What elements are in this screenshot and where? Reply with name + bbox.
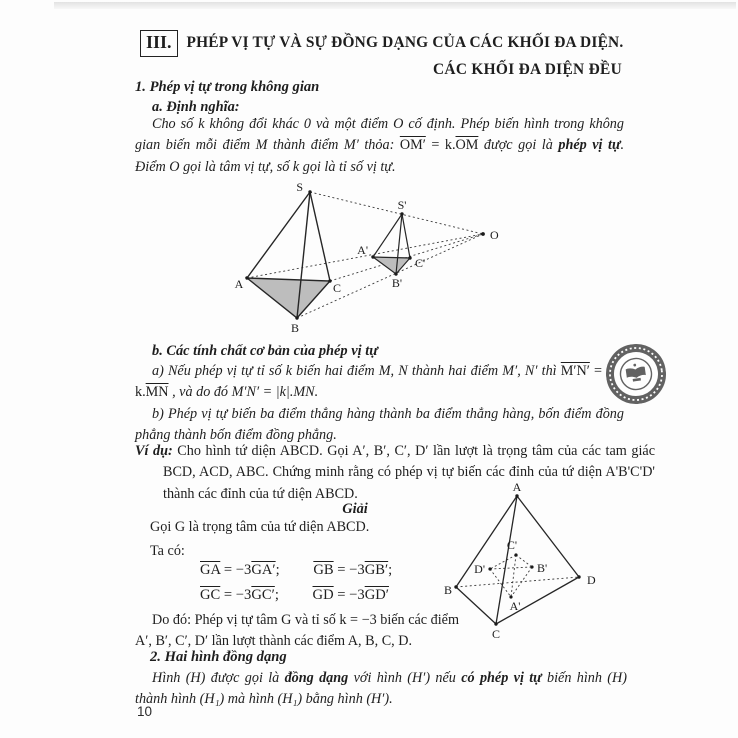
heading-1a: a. Định nghĩa: bbox=[152, 99, 240, 115]
conclusion-paragraph: Do đó: Phép vị tự tâm G và tỉ số k = −3 biến các điểm A′, B′, C′, D′ lần lượt thành các điểm A, B, C, D. bbox=[135, 612, 459, 650]
equation-gc-tail: ; bbox=[274, 587, 279, 603]
figure-tetrahedron-centroids bbox=[438, 482, 608, 647]
solution-line-1: Gọi G là trọng tâm của tứ diện ABCD. bbox=[150, 519, 370, 535]
similar-condition-bold: có phép vị tự bbox=[461, 670, 542, 686]
vector-ga: $\overline{GA}$ bbox=[200, 562, 221, 578]
similar-text-1: Hình (H) được gọi là bbox=[152, 670, 285, 686]
fig2-label-b-prime: B' bbox=[537, 561, 548, 575]
vector-gd-prime: GD′ bbox=[364, 587, 389, 603]
equation-gc-mid: = −3 bbox=[220, 587, 252, 603]
heading-2: 2. Hai hình đồng dạng bbox=[150, 649, 287, 665]
definition-text-1: Cho số k không đổi khác 0 và một điểm O cố định. Phép biến hình trong không gian biến mỗi điểm M thành điểm M′ thỏa: bbox=[135, 116, 624, 154]
definition-equals: = k. bbox=[425, 137, 456, 154]
fig2-label-a: A bbox=[512, 482, 522, 494]
similar-text-3: biến hình (H) thành hình (H₁) mà hình (H₁) bằng hình (H′). bbox=[135, 670, 627, 708]
equation-ga-tail: ; bbox=[275, 562, 280, 578]
equation-ga bbox=[200, 562, 280, 579]
vector-mn: $\overline{MN}$ bbox=[145, 384, 169, 401]
vector-om-prime: OM′ bbox=[399, 137, 426, 154]
vector-gc-prime: GC′ bbox=[251, 587, 275, 603]
property-a-text-2: , và do đó M′N′ = |k|.MN. bbox=[168, 384, 319, 401]
fig1-label-s-prime: S' bbox=[397, 198, 407, 212]
fig1-label-s: S bbox=[296, 182, 303, 194]
fig1-label-b-prime: B' bbox=[391, 276, 403, 290]
vector-mn-prime: M′N′ bbox=[560, 363, 590, 379]
heading-1: 1. Phép vị tự trong không gian bbox=[135, 79, 320, 95]
page-top-edge bbox=[54, 2, 736, 9]
similar-shapes-paragraph bbox=[135, 668, 627, 711]
fig1-label-c: C bbox=[332, 281, 342, 295]
heading-1b: b. Các tính chất cơ bản của phép vị tự bbox=[152, 343, 378, 359]
fig2-label-c: C bbox=[491, 627, 501, 641]
property-b-paragraph: b) Phép vị tự biến ba điểm thẳng hàng thành ba điểm thẳng hàng, bốn điểm đồng phẳng thành bốn điểm đồng phẳng. bbox=[135, 406, 624, 444]
fig1-label-a-prime: A' bbox=[357, 243, 368, 257]
library-stamp-icon bbox=[602, 340, 670, 408]
equation-gb bbox=[313, 562, 392, 579]
equation-gb-tail: ; bbox=[388, 562, 393, 578]
fig2-label-d: D bbox=[587, 573, 596, 587]
fig1-label-c-prime: C' bbox=[415, 256, 426, 270]
definition-paragraph bbox=[135, 114, 624, 178]
fig1-label-b: B bbox=[290, 321, 300, 335]
fig2-label-b: B bbox=[443, 583, 453, 597]
solution-heading: Giải bbox=[342, 501, 368, 517]
similar-text-2: với hình (H′) nếu bbox=[348, 670, 462, 686]
solution-line-2: Ta có: bbox=[150, 543, 185, 559]
vector-equation-row-1 bbox=[200, 562, 392, 579]
vector-gd: $\overline{GD}$ bbox=[312, 587, 334, 603]
example-text: Cho hình tứ diện ABCD. Gọi A′, B′, C′, D′ lần lượt là trọng tâm của các tam giác BCD, ACD, ABC. Chứng minh rằng có phép vị tự biến các đỉnh của tứ diện A'B'C'D' thành các đỉnh của tứ diện ABCD. bbox=[163, 443, 655, 502]
vector-om: $\overline{OM}$ bbox=[455, 137, 479, 154]
vector-gc: $\overline{GC}$ bbox=[200, 587, 221, 603]
property-a-text-1: a) Nếu phép vị tự tỉ số k biến hai điểm M, N thành hai điểm M′, N′ thì bbox=[152, 363, 561, 379]
large-tetrahedron bbox=[247, 192, 330, 318]
section-subtitle: CÁC KHỐI ĐA DIỆN ĐỀU bbox=[433, 61, 622, 78]
fig1-label-o: O bbox=[490, 228, 499, 242]
equation-ga-mid: = −3 bbox=[220, 562, 252, 578]
page-number: 10 bbox=[137, 704, 153, 719]
section-number-box: III. bbox=[140, 30, 178, 57]
vector-gb-prime: GB′ bbox=[364, 562, 389, 578]
figure-homothety-tetrahedra bbox=[225, 182, 545, 342]
equation-gc bbox=[200, 587, 279, 604]
equation-gd bbox=[313, 587, 389, 604]
edge-bd-dotted bbox=[456, 577, 579, 587]
section-header bbox=[140, 30, 626, 57]
vector-equation-row-2 bbox=[200, 587, 389, 604]
fig1-label-a: A bbox=[234, 277, 244, 291]
vector-gb: $\overline{GB}$ bbox=[313, 562, 334, 578]
inner-tetrahedron-dotted bbox=[490, 555, 532, 597]
property-a-paragraph bbox=[135, 361, 602, 404]
similar-term-bold: đồng dạng bbox=[284, 670, 349, 686]
property-a-equals: = k. bbox=[135, 363, 602, 401]
example-label: Ví dụ: bbox=[135, 443, 173, 459]
vector-ga-prime: GA′ bbox=[251, 562, 276, 578]
fig2-label-d-prime: D' bbox=[474, 562, 485, 576]
small-tetrahedron bbox=[373, 214, 410, 274]
definition-text-3: . Điểm O gọi là tâm vị tự, số k gọi là tỉ số vị tự. bbox=[135, 137, 624, 175]
section-title: PHÉP VỊ TỰ VÀ SỰ ĐỒNG DẠNG CỦA CÁC KHỐI ĐA DIỆN. bbox=[186, 34, 624, 52]
definition-text-2: được gọi là bbox=[478, 137, 559, 154]
fig2-label-c-prime: C' bbox=[506, 538, 518, 552]
equation-gb-mid: = −3 bbox=[333, 562, 365, 578]
fig2-label-a-prime: A' bbox=[509, 599, 521, 613]
definition-term-bold: phép vị tự bbox=[558, 137, 621, 154]
equation-gd-mid: = −3 bbox=[333, 587, 365, 603]
